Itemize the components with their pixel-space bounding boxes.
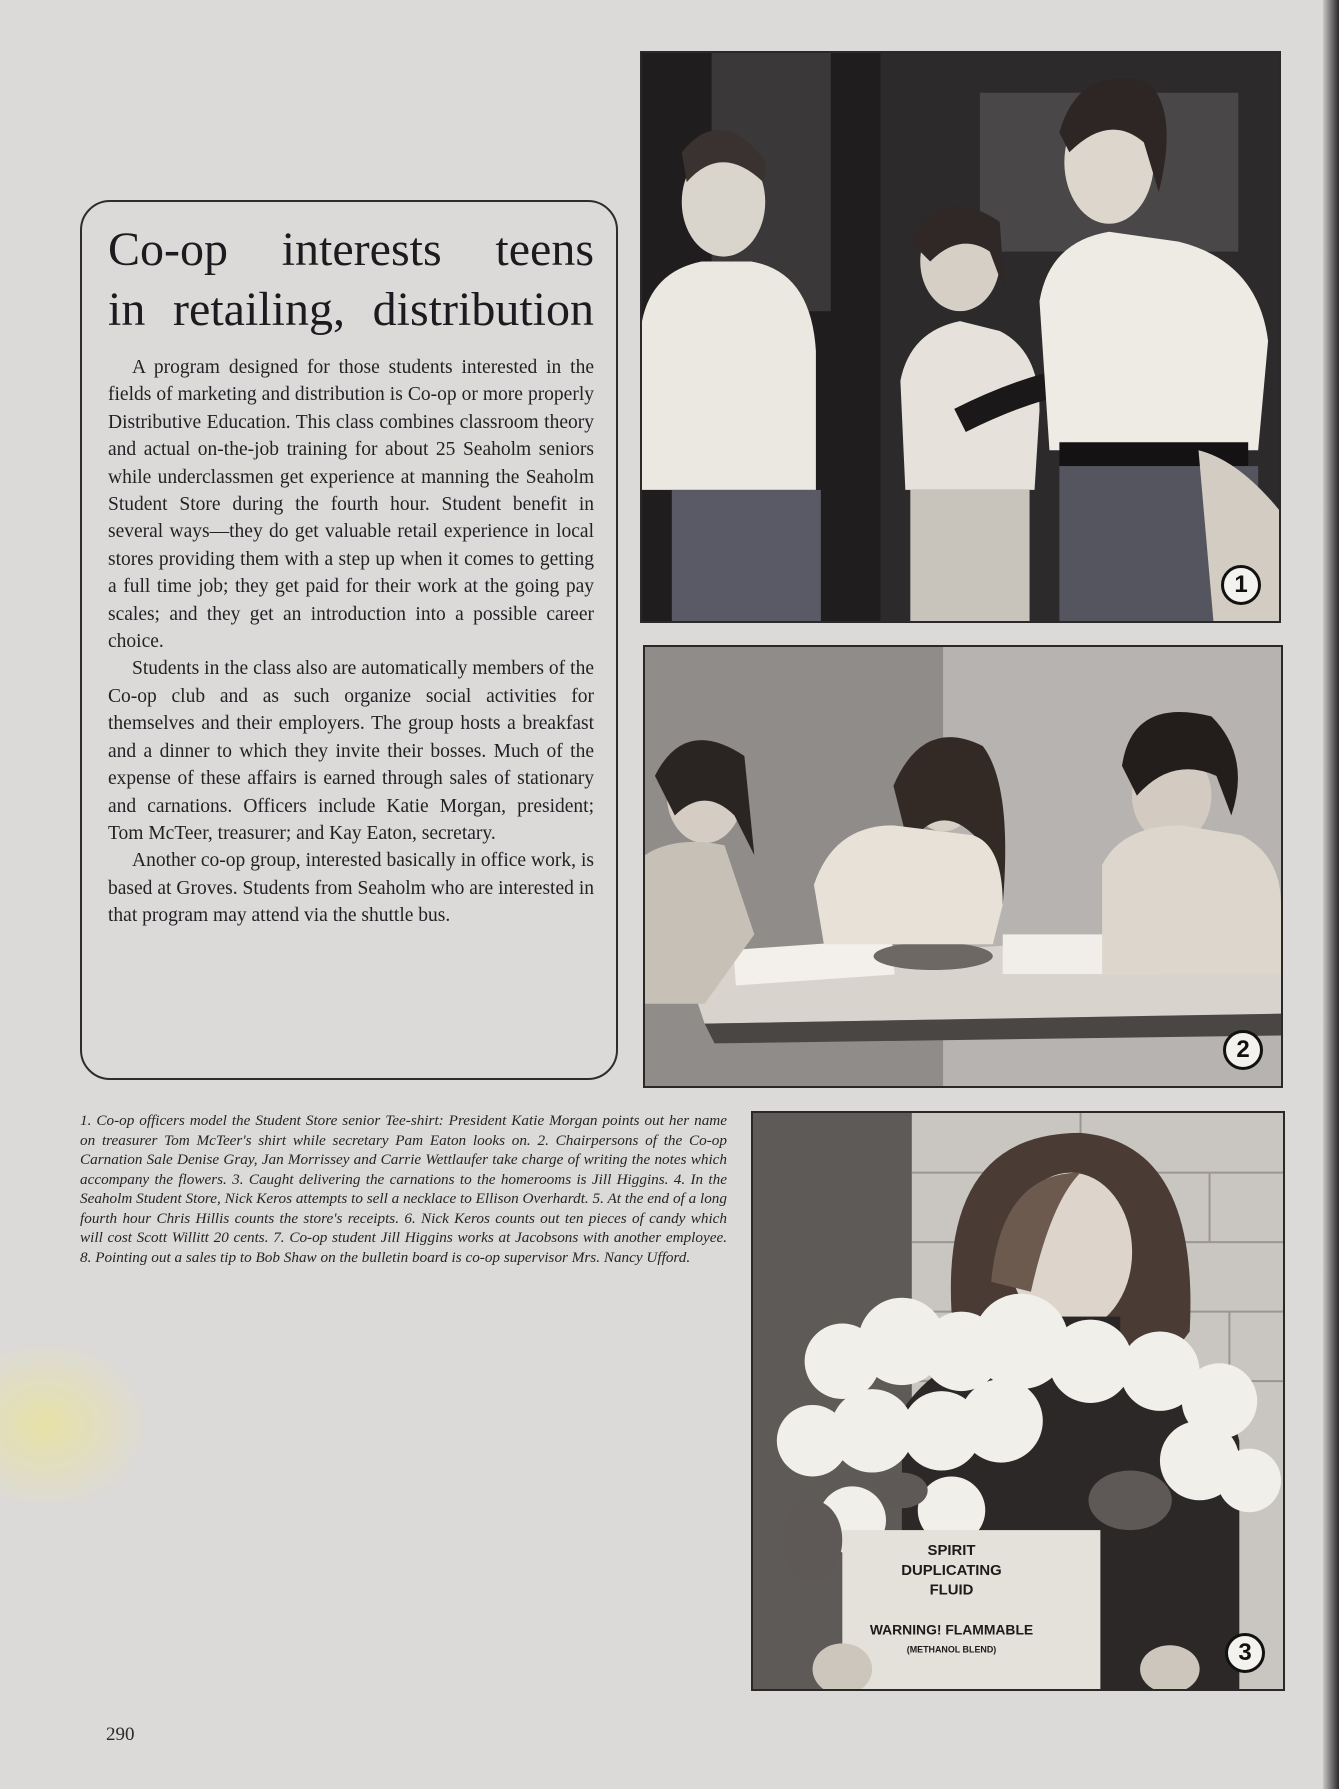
photo-co-op-officers — [640, 51, 1281, 623]
photo-carnation-sale-chairpersons — [643, 645, 1283, 1088]
box-label-fluid: FLUID — [929, 1582, 974, 1599]
headline-line-1: Co-op interests teens — [108, 223, 594, 276]
box-label-spirit: SPIRIT — [927, 1542, 976, 1559]
headline-line-2: in retailing, distribution — [108, 283, 594, 336]
headline — [108, 220, 594, 340]
page-edge-shadow — [1323, 0, 1339, 1789]
light-glare — [0, 1340, 150, 1510]
box-label-methanol: (METHANOL BLEND) — [906, 1644, 997, 1655]
photo-number-badge: 3 — [1225, 1633, 1265, 1673]
box-label-warning: WARNING! FLAMMABLE — [869, 1621, 1034, 1638]
article-box — [80, 200, 618, 1080]
article-paragraph: Students in the class also are automatically members of the Co-op club and as such organize social activities for themselves and their employers. The group hosts a breakfast and a dinner to which they invite their bosses. Much of the expense of these affairs is earned through sales of stationary and carnations. Officers include Katie Morgan, president; Tom McTeer, treasurer; and Kay Eaton, secretary. — [108, 658, 594, 844]
photo-1-image — [642, 53, 1279, 621]
article-body — [108, 354, 594, 930]
photo-2-image — [645, 647, 1281, 1086]
article-paragraph: A program designed for those students interested in the fields of marketing and distribution is Co-op or more properly Distributive Education. This class combines classroom theory and actual on-the-job training for about 25 Seaholm seniors while underclassmen get experience at manning the Seaholm Student Store during the fourth hour. Student benefit in several ways—they do get valuable retail experience in local stores providing them with a step up when it comes to getting a full time job; they get paid for their work at the going pay scales; and they get an introduction into a possible career choice. — [108, 357, 594, 653]
photo-carnation-delivery — [751, 1111, 1285, 1691]
photo-number-badge: 2 — [1223, 1030, 1263, 1070]
photo-3-image — [753, 1113, 1283, 1689]
photo-captions: 1. Co-op officers model the Student Store senior Tee-shirt: President Katie Morgan points out her name on treasurer Tom McTeer's shirt while secretary Pam Eaton looks on. 2. Chairpersons of the Co-op Carnation Sale Denise Gray, Jan Morrissey and Carrie Wettlaufer take charge of writing the notes which accompany the flowers. 3. Caught delivering the carnations to the homerooms is Jill Higgins. 4. In the Seaholm Student Store, Nick Keros attempts to sell a necklace to Ellison Overhardt. 5. At the end of a long fourth hour Chris Hillis counts the store's receipts. 6. Nick Keros counts out ten pieces of candy which will cost Scott Willitt 20 cents. 7. Co-op student Jill Higgins works at Jacobsons with another employee. 8. Pointing out a sales tip to Bob Shaw on the bulletin board is co-op supervisor Mrs. Nancy Ufford. — [80, 1112, 727, 1266]
photo-number-badge: 1 — [1221, 565, 1261, 605]
article-paragraph: Another co-op group, interested basically in office work, is based at Groves. Students from Seaholm who are interested in that program may attend via the shuttle bus. — [108, 850, 594, 927]
page-number: 290 — [106, 1724, 135, 1745]
box-label-duplicating: DUPLICATING — [901, 1562, 1002, 1579]
